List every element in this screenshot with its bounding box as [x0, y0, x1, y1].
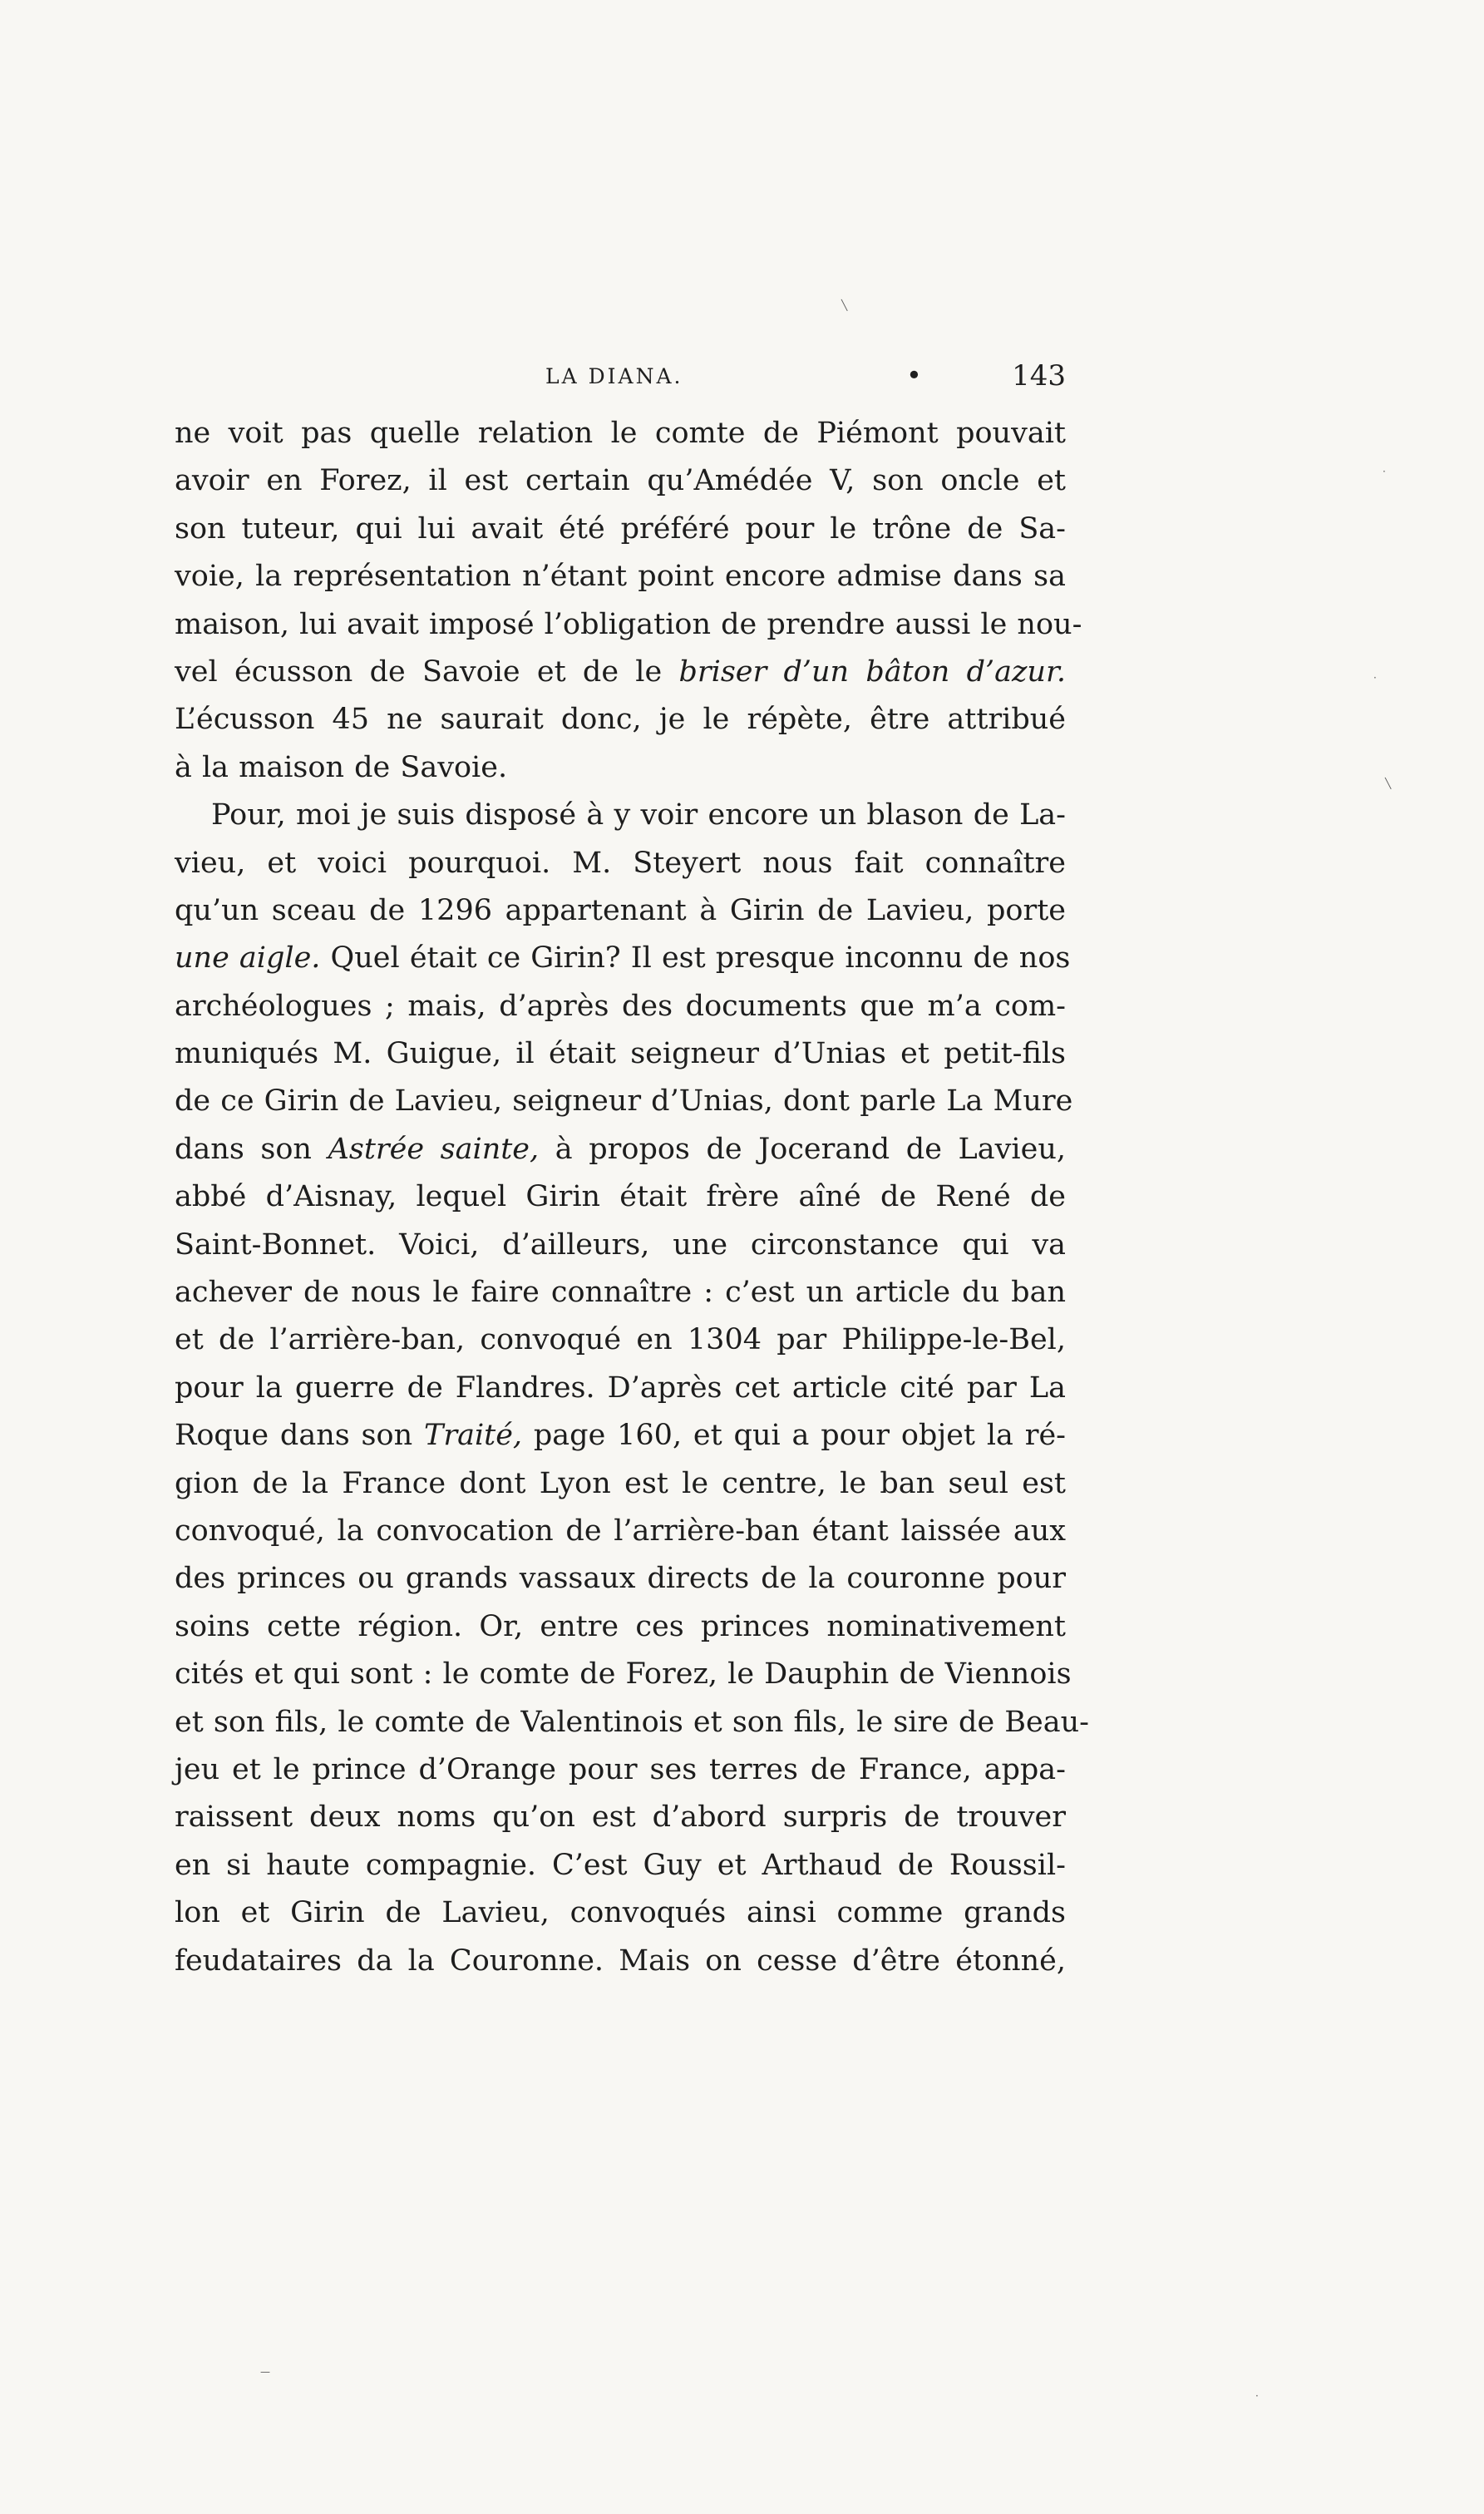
text-line-28: et son fils, le comte de Valentinois et son fils, le sire de Beau-	[175, 1705, 1089, 1739]
running-title: LA DIANA.	[545, 364, 683, 388]
page-number: 143	[1012, 359, 1066, 393]
text-line-16-start: dans son	[175, 1132, 328, 1166]
text-line-9: Pour, moi je suis disposé à y voir encore un blason de La-	[211, 798, 1066, 832]
text-line-6	[175, 649, 1066, 696]
text-line-25: des princes ou grands vassaux directs de la couronne pour	[175, 1562, 1066, 1596]
text-line-33: feudataires da la Couronne. Mais on cesse d’être étonné,	[175, 1944, 1066, 1978]
text-line-32: lon et Girin de Lavieu, convoqués ainsi comme grands	[175, 1896, 1066, 1930]
text-line-7: L’écusson 45 ne saurait donc, je le répète, être attribué	[175, 703, 1066, 737]
text-line-4: voie, la représentation n’étant point encore admise dans sa	[175, 560, 1066, 594]
running-head	[175, 359, 1066, 409]
text-line-17: abbé d’Aisnay, lequel Girin était frère aîné de René de	[175, 1180, 1066, 1214]
text-line-12-italic: une aigle.	[175, 941, 321, 975]
text-line-2: avoir en Forez, il est certain qu’Amédée V, son oncle et	[175, 464, 1066, 498]
text-line-16-rest: à propos de Jocerand de Lavieu,	[539, 1132, 1066, 1166]
text-line-23: gion de la France dont Lyon est le centre, le ban seul est	[175, 1466, 1066, 1500]
text-line-16	[175, 1126, 1066, 1173]
text-line-22-start: Roque dans son	[175, 1419, 424, 1453]
text-line-22	[175, 1412, 1066, 1460]
text-line-26: soins cette région. Or, entre ces princes nominativement	[175, 1609, 1066, 1643]
text-line-19: achever de nous le faire connaître : c’est un article du ban	[175, 1276, 1066, 1310]
text-line-6-start: vel écusson de Savoie et de le	[175, 654, 679, 689]
text-line-16-italic: Astrée sainte,	[328, 1132, 540, 1166]
text-line-14: muniqués M. Guigue, il était seigneur d’Unias et petit-fils	[175, 1037, 1066, 1071]
paper-speck: ╲	[841, 299, 848, 311]
paper-speck: —	[260, 2366, 270, 2378]
text-line-21: pour la guerre de Flandres. D’après cet article cité par La	[175, 1371, 1066, 1405]
text-line-11: qu’un sceau de 1296 appartenant à Girin de Lavieu, porte	[175, 893, 1066, 927]
paper-speck: ·	[1255, 2390, 1259, 2402]
running-mark: •	[906, 359, 922, 391]
text-line-8: à la maison de Savoie.	[175, 750, 508, 784]
text-line-13: archéologues ; mais, d’après des documents que m’a com-	[175, 989, 1066, 1023]
text-line-15: de ce Girin de Lavieu, seigneur d’Unias, dont parle La Mure	[175, 1084, 1073, 1119]
text-line-12	[175, 935, 1071, 982]
text-line-22-rest: page 160, et qui a pour objet la ré-	[522, 1419, 1067, 1453]
text-line-29: jeu et le prince d’Orange pour ses terres de France, appa-	[175, 1752, 1066, 1786]
text-line-20: et de l’arrière-ban, convoqué en 1304 par Philippe-le-Bel,	[175, 1323, 1066, 1357]
text-line-31: en si haute compagnie. C’est Guy et Arthaud de Roussil-	[175, 1848, 1066, 1882]
text-line-5: maison, lui avait imposé l’obligation de prendre aussi le nou-	[175, 607, 1082, 641]
text-line-27: cités et qui sont : le comte de Forez, le Dauphin de Viennois	[175, 1657, 1072, 1692]
text-line-24: convoqué, la convocation de l’arrière-ban étant laissée aux	[175, 1514, 1066, 1548]
text-line-18: Saint-Bonnet. Voici, d’ailleurs, une circonstance qui va	[175, 1227, 1066, 1262]
text-line-6-italic: briser d’un bâton d’azur.	[678, 654, 1066, 689]
text-line-3: son tuteur, qui lui avait été préféré pour le trône de Sa-	[175, 511, 1066, 546]
text-line-12-rest: Quel était ce Girin? Il est presque inconnu de nos	[320, 941, 1071, 975]
text-line-22-italic: Traité,	[424, 1419, 523, 1453]
paper-speck: ·	[1383, 466, 1386, 477]
text-line-10: vieu, et voici pourquoi. M. Steyert nous fait connaître	[175, 846, 1066, 880]
body-text	[175, 410, 1089, 1985]
text-line-1: ne voit pas quelle relation le comte de Piémont pouvait	[175, 417, 1066, 450]
paper-speck: ·	[1373, 672, 1377, 684]
paper-speck: ╲	[1385, 778, 1392, 789]
text-line-30: raissent deux noms qu’on est d’abord surpris de trouver	[175, 1800, 1066, 1835]
